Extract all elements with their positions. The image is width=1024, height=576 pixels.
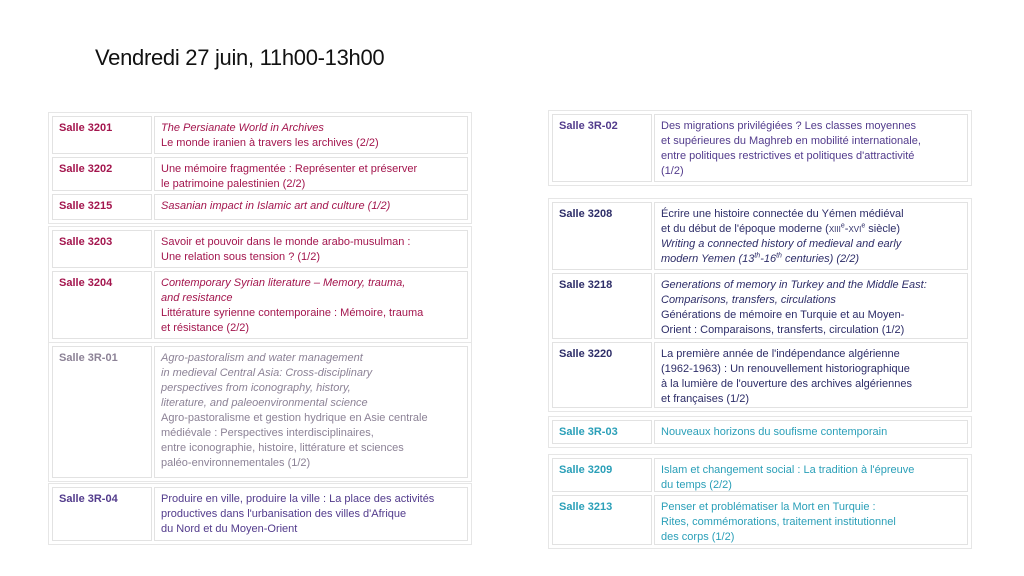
session-title: Sasanian impact in Islamic art and culture (1/2) xyxy=(154,194,468,220)
session-group-left-3 xyxy=(48,342,472,482)
session-title: The Persianate World in Archives Le monde iranien à travers les archives (2/2) xyxy=(154,116,468,154)
session-group-right-4 xyxy=(548,454,972,549)
room-label: Salle 3202 xyxy=(52,157,152,191)
session-row xyxy=(52,271,468,339)
session-title: Des migrations privilégiées ? Les classes moyennes et supérieures du Maghreb en mobilité internationale, entre politiques restrictives et politiques d'attractivité (1/2) xyxy=(654,114,968,182)
session-row xyxy=(52,194,468,220)
session-title: Produire en ville, produire la ville : La place des activités productives dans l'urbanisation des villes d'Afrique du Nord et du Moyen-Orient xyxy=(154,487,468,541)
session-title: Une mémoire fragmentée : Représenter et préserver le patrimoine palestinien (2/2) xyxy=(154,157,468,191)
session-title: Penser et problématiser la Mort en Turquie : Rites, commémorations, traitement institutionnel des corps (1/2) xyxy=(654,495,968,545)
session-title: Islam et changement social : La tradition à l'épreuve du temps (2/2) xyxy=(654,458,968,492)
session-row xyxy=(552,495,968,545)
room-label: Salle 3R-01 xyxy=(52,346,152,478)
session-row xyxy=(552,202,968,270)
session-group-left-4 xyxy=(48,483,472,545)
session-row xyxy=(52,487,468,541)
session-row xyxy=(552,273,968,339)
session-title: Contemporary Syrian literature – Memory, trauma, and resistance Littérature syrienne contemporaine : Mémoire, trauma et résistance (2/2) xyxy=(154,271,468,339)
room-label: Salle 3R-03 xyxy=(552,420,652,444)
yemen-centuries-en-line: modern Yemen (13th-16th centuries) (2/2) xyxy=(661,252,859,265)
session-title: Generations of memory in Turkey and the Middle East: Comparisons, transfers, circulations Générations de mémoire en Turquie et au Moyen- Orient : Comparaisons, transferts, circulation (1/2) xyxy=(654,273,968,339)
session-group-right-1 xyxy=(548,110,972,186)
session-title: Agro-pastoralism and water management in medieval Central Asia: Cross-disciplinary perspectives from iconography, history, literature, and paleoenvironmental science Agro-pastoralisme et gestion hydrique en Asie centrale médiévale : Perspectives interdisciplinaires, entre iconographie, histoire, littérature et sciences paléo-environnementales (1/2) xyxy=(154,346,468,478)
yemen-century-line: et du début de l'époque moderne (XIIIe-XVIe siècle) xyxy=(661,222,901,235)
session-row xyxy=(552,420,968,444)
room-label: Salle 3220 xyxy=(552,342,652,408)
room-label: Salle 3215 xyxy=(52,194,152,220)
session-row xyxy=(552,458,968,492)
session-group-right-2 xyxy=(548,198,972,412)
session-row xyxy=(52,230,468,268)
session-row xyxy=(552,114,968,182)
session-title: La première année de l'indépendance algérienne (1962-1963) : Un renouvellement historiographique à la lumière de l'ouverture des archives algériennes et françaises (1/2) xyxy=(654,342,968,408)
session-title: Écrire une histoire connectée du Yémen médiéval et du début de l'époque moderne (XIIIe-XVIe siècle) Writing a connected history of medieval and early modern Yemen (13th-16th centuries) (2/2) xyxy=(654,202,968,270)
room-label: Salle 3208 xyxy=(552,202,652,270)
room-label: Salle 3213 xyxy=(552,495,652,545)
session-group-right-3 xyxy=(548,416,972,448)
session-row xyxy=(52,157,468,191)
session-row xyxy=(52,346,468,478)
room-label: Salle 3R-04 xyxy=(52,487,152,541)
room-label: Salle 3218 xyxy=(552,273,652,339)
session-group-left-2 xyxy=(48,226,472,343)
room-label: Salle 3203 xyxy=(52,230,152,268)
page-title: Vendredi 27 juin, 11h00-13h00 xyxy=(95,45,385,70)
session-row xyxy=(552,342,968,408)
room-label: Salle 3204 xyxy=(52,271,152,339)
session-title: Savoir et pouvoir dans le monde arabo-musulman : Une relation sous tension ? (1/2) xyxy=(154,230,468,268)
room-label: Salle 3R-02 xyxy=(552,114,652,182)
session-row xyxy=(52,116,468,154)
session-group-left-1 xyxy=(48,112,472,224)
room-label: Salle 3209 xyxy=(552,458,652,492)
room-label: Salle 3201 xyxy=(52,116,152,154)
session-title: Nouveaux horizons du soufisme contemporain xyxy=(654,420,968,444)
